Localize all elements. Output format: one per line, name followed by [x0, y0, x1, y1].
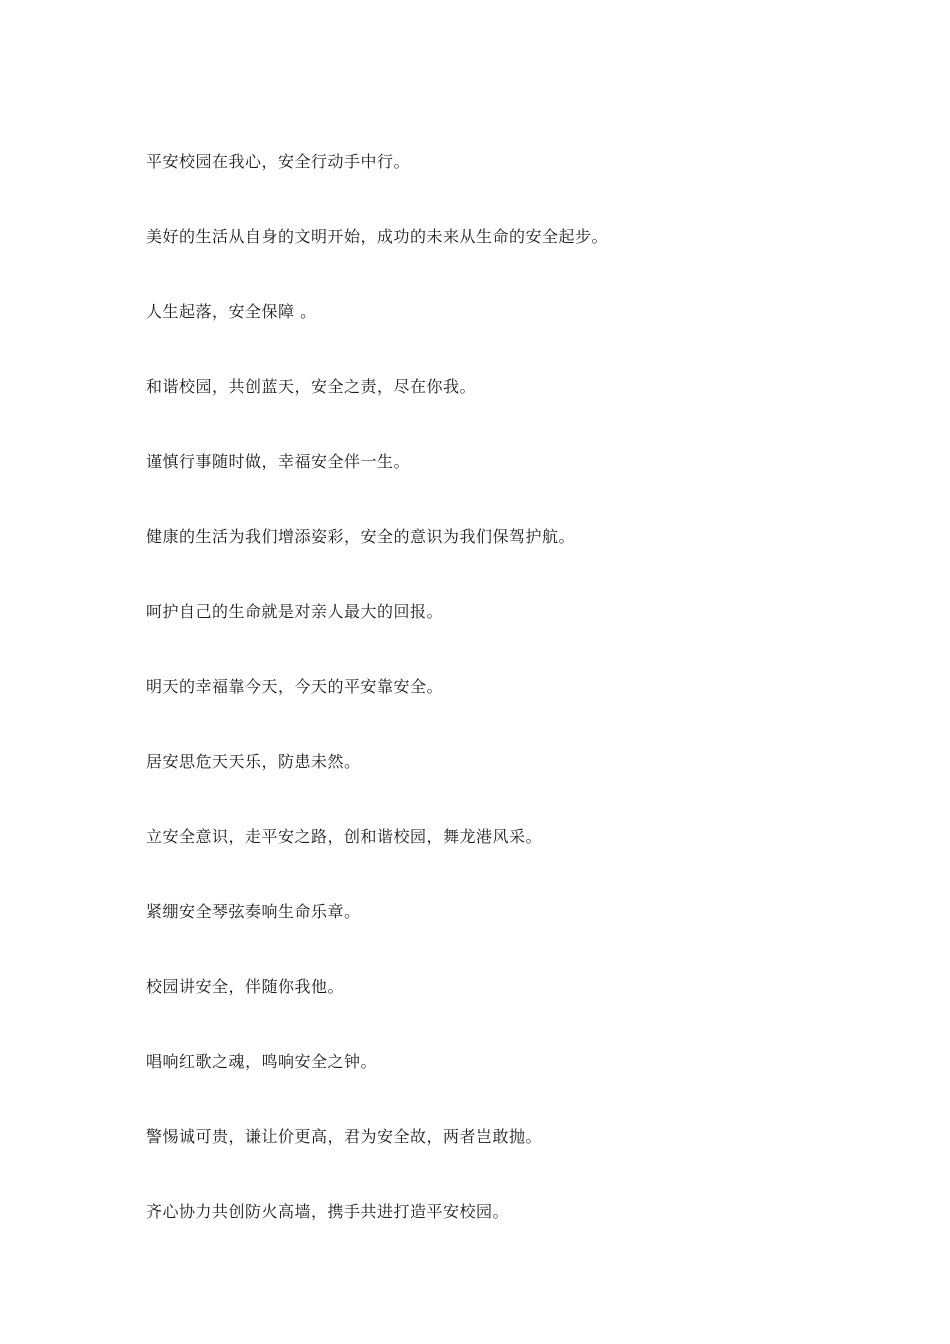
slogan-line: 校园讲安全，伴随你我他。 — [146, 977, 345, 996]
slogan-line: 美好的生活从自身的文明开始，成功的未来从生命的安全起步。 — [146, 227, 609, 246]
slogan-line: 平安校园在我心，安全行动手中行。 — [146, 152, 411, 171]
slogan-line: 健康的生活为我们增添姿彩，安全的意识为我们保驾护航。 — [146, 527, 576, 546]
slogan-line: 紧绷安全琴弦奏响生命乐章。 — [146, 902, 361, 921]
slogan-list — [146, 150, 866, 1275]
slogan-line: 人生起落，安全保障 。 — [146, 302, 317, 321]
slogan-line: 谨慎行事随时做，幸福安全伴一生。 — [146, 452, 411, 471]
slogan-line: 立安全意识，走平安之路，创和谐校园，舞龙港风采。 — [146, 827, 543, 846]
slogan-line: 齐心协力共创防火高墙，携手共进打造平安校园。 — [146, 1202, 510, 1221]
slogan-line: 唱响红歌之魂，鸣响安全之钟。 — [146, 1052, 378, 1071]
slogan-line: 明天的幸福靠今天，今天的平安靠安全。 — [146, 677, 444, 696]
slogan-line: 警惕诚可贵，谦让价更高，君为安全故，两者岂敢抛。 — [146, 1127, 543, 1146]
slogan-line: 居安思危天天乐，防患未然。 — [146, 752, 361, 771]
slogan-line: 和谐校园，共创蓝天，安全之责，尽在你我。 — [146, 377, 477, 396]
slogan-line: 呵护自己的生命就是对亲人最大的回报。 — [146, 602, 444, 621]
